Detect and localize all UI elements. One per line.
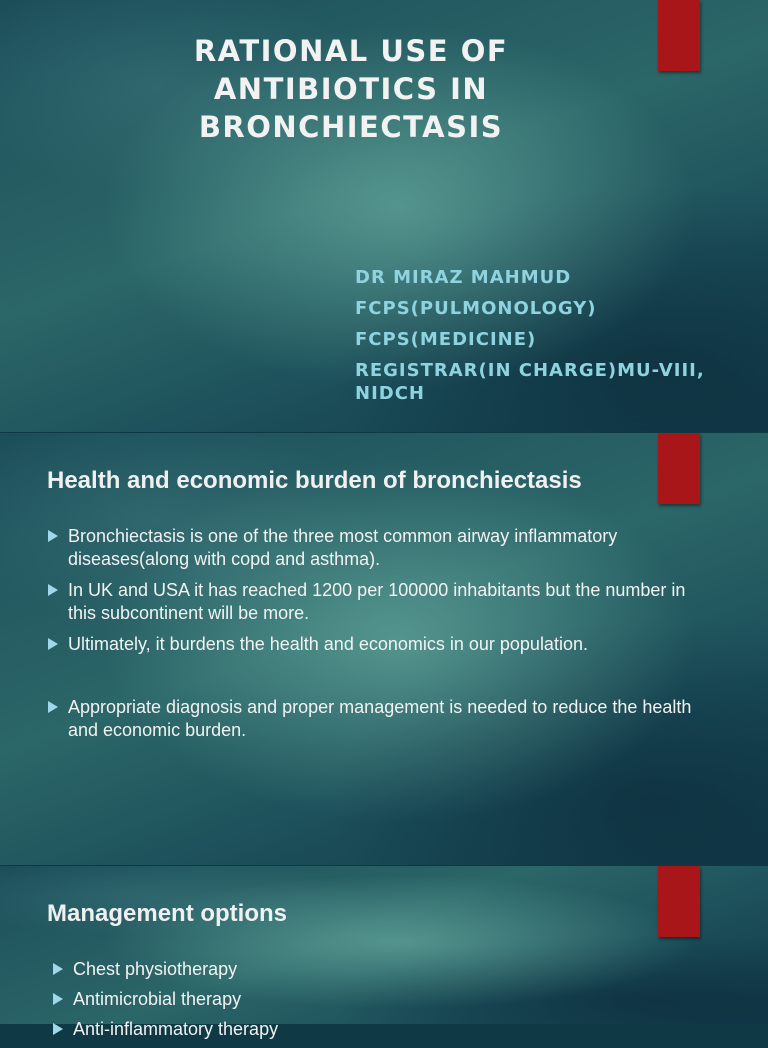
list-item — [47, 579, 717, 625]
red-accent-tab — [658, 0, 700, 71]
list-item — [47, 696, 717, 742]
bullet-arrow-icon — [53, 993, 63, 1005]
bullet-text: Bronchiectasis is one of the three most common airway inflammatory diseases(along with copd and asthma). — [68, 526, 618, 569]
bullet-arrow-icon — [48, 530, 58, 542]
bullet-list — [47, 525, 717, 750]
bullet-text: Antimicrobial therapy — [73, 989, 242, 1009]
bullet-arrow-icon — [53, 1023, 63, 1035]
list-item — [47, 525, 717, 571]
red-accent-tab — [658, 433, 700, 504]
author-position: REGISTRAR(IN CHARGE)MU-VIII, NIDCH — [355, 360, 705, 404]
bullet-arrow-icon — [48, 584, 58, 596]
presentation-title: RATIONAL USE OF ANTIBIOTICS IN BRONCHIECTASIS — [193, 34, 509, 144]
list-item — [52, 988, 552, 1011]
burden-slide — [0, 433, 768, 865]
bullet-list — [52, 958, 552, 1048]
list-item — [52, 958, 552, 981]
author-name: DR MIRAZ MAHMUD — [355, 267, 572, 288]
bullet-text: Chest physiotherapy — [73, 959, 238, 979]
bullet-arrow-icon — [48, 638, 58, 650]
title-slide — [0, 0, 768, 432]
list-item — [52, 1018, 552, 1041]
author-block — [355, 266, 725, 413]
bullet-text: Appropriate diagnosis and proper management is needed to reduce the health and economic burden. — [68, 697, 692, 740]
bullet-text: Anti-inflammatory therapy — [73, 1019, 279, 1039]
author-degree-medicine: FCPS(MEDICINE) — [355, 329, 537, 350]
list-item — [47, 633, 717, 656]
bullet-arrow-icon — [53, 963, 63, 975]
red-accent-tab — [658, 866, 700, 937]
bullet-text: Ultimately, it burdens the health and economics in our population. — [68, 634, 588, 654]
management-slide — [0, 866, 768, 1039]
bullet-text: In UK and USA it has reached 1200 per 100000 inhabitants but the number in this subcontinent will be more. — [68, 580, 686, 623]
slide-heading: Management options — [47, 900, 288, 927]
author-degree-pulmonology: FCPS(PULMONOLOGY) — [355, 298, 597, 319]
slide-heading: Health and economic burden of bronchiectasis — [47, 467, 582, 494]
bullet-arrow-icon — [48, 701, 58, 713]
